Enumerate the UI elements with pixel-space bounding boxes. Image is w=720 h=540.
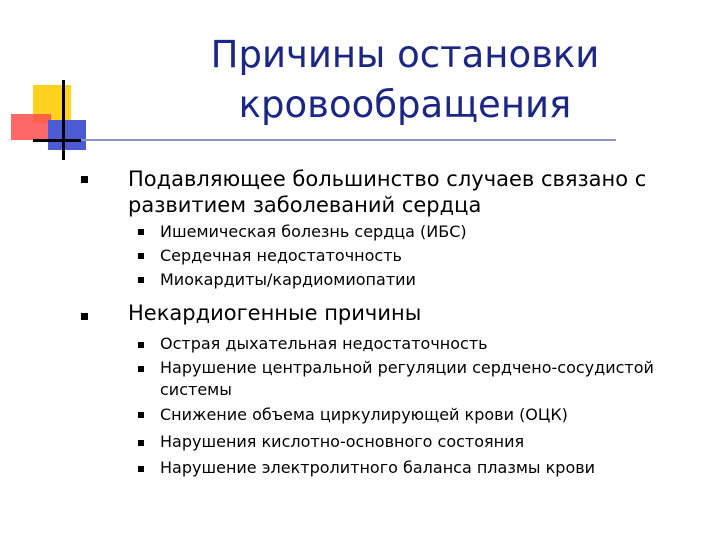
sub-bullet-item: Сердечная недостаточность: [160, 246, 402, 265]
sub-bullet-marker: [138, 366, 144, 372]
title-line-1: Причины остановки: [210, 33, 600, 76]
slide-title: [195, 30, 615, 130]
bullet-marker: [81, 176, 88, 183]
blue-square-decoration: [48, 120, 86, 150]
sub-bullet-marker: [138, 277, 144, 283]
bullet-marker: [81, 313, 88, 320]
bullet-1-line-1: Подавляющее большинство случаев связано с: [128, 167, 647, 191]
sub-bullet-marker: [138, 412, 144, 418]
sub-bullet-item: Снижение объема циркулирующей крови (ОЦК): [160, 405, 568, 424]
sub-bullet-marker: [138, 229, 144, 235]
sub-bullet-item: Миокардиты/кардиомиопатии: [160, 270, 416, 289]
sub-bullet-marker: [138, 466, 144, 472]
sub-bullet-item: Нарушение электролитного баланса плазмы крови: [160, 458, 596, 477]
sub-bullet-item-continuation: системы: [160, 380, 232, 399]
bullet-2-text: Некардиогенные причины: [128, 301, 422, 325]
title-divider: [81, 139, 616, 141]
sub-bullet-item: Нарушения кислотно-основного состояния: [160, 432, 525, 451]
sub-bullet-marker: [138, 440, 144, 446]
sub-bullet-item: Нарушение центральной регуляции сердчено-сосудистой: [160, 358, 654, 377]
sub-bullet-marker: [138, 253, 144, 259]
sub-bullet-item: Ишемическая болезнь сердца (ИБС): [160, 222, 467, 241]
title-line-2: кровообращения: [238, 83, 572, 126]
horizontal-line-decoration: [33, 139, 81, 142]
bullet-1-line-2: развитием заболеваний сердца: [128, 193, 482, 217]
sub-bullet-item: Острая дыхательная недостаточность: [160, 334, 488, 353]
sub-bullet-marker: [138, 342, 144, 348]
red-square-decoration: [11, 114, 51, 140]
vertical-line-decoration: [62, 80, 65, 160]
